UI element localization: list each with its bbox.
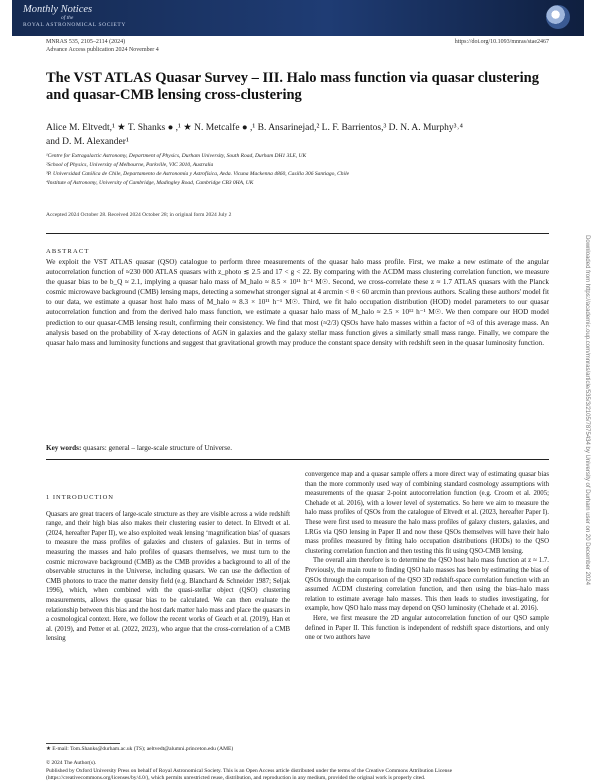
- affiliation-1: ¹Centre for Extragalactic Astronomy, Department of Physics, Durham University, South Road, Durham DH1 3LE, UK: [46, 153, 307, 159]
- divider: [46, 233, 549, 234]
- journal-society: ROYAL ASTRONOMICAL SOCIETY: [23, 22, 126, 28]
- authors-line-2: and D. M. Alexander¹: [46, 137, 129, 147]
- citation: MNRAS 535, 2105–2114 (2024): [46, 39, 126, 45]
- abstract-heading: ABSTRACT: [46, 248, 90, 255]
- download-note: Downloaded from https://academic.oup.com/mnras/article/535/3/2105/7875434 by University of Durham user on 20 December 2024: [584, 235, 590, 585]
- download-watermark: [580, 160, 594, 660]
- section-heading: 1 INTRODUCTION: [46, 494, 114, 501]
- copyright: [46, 760, 549, 783]
- authors-line-1: Alice M. Eltvedt,¹ ★ T. Shanks ● ,¹ ★ N. Metcalfe ● ,¹ B. Ansarinejad,² L. F. Barrientos,³ D. N. A. Murphy³˒⁴: [46, 123, 463, 133]
- affiliations: [46, 152, 546, 188]
- footnote-email: ★ E-mail: Tom.Shanks@durham.ac.uk (TS); aeltvedt@alumni.princeton.edu (AME): [46, 746, 234, 752]
- keywords-label: Key words:: [46, 444, 82, 452]
- paragraph: Here, we first measure the 2D angular autocorrelation function of our QSO sample defined in Paper II. This function is independent of redshift space distortions, and only one or two authors have: [305, 614, 549, 642]
- footnote-rule: [46, 743, 120, 744]
- paragraph: Quasars are great tracers of large-scale structure as they are visible across a wide redshift range, and their high bias also makes their clustering easier to detect. In Eltvedt et al. (2024, hereafter Paper II), we also exploited weak lensing ‘magnification bias’ of quasars to measure the mass profiles of galaxies and clusters of galaxies. But in terms of measuring the masses and halo profiles of quasars themselves, we must turn to the cosmic microwave background (CMB) as the CMB provides a background to all of the observable structures in the Universe, including quasars. We can use the deflection of CMB photons to trace the matter density field (e.g. Blanchard & Schneider 1987; Seljak 1996), which, when combined with the quasi-stellar object (QSO) clustering measurements, allows the quasar bias to be calculated. We can then evaluate the relationship between this bias and the host dark matter halo mass and place the quasars in a cosmological context. Here, we follow the recent works of Geach et al. (2019), Han et al. (2019), and Petter et al. (2022, 2023), who argue that the cross-correlation of a CMB lensing: [46, 510, 290, 643]
- doi-link[interactable]: https://doi.org/10.1093/mnras/stae2467: [454, 39, 549, 45]
- abstract-text: We exploit the VST ATLAS quasar (QSO) catalogue to perform three measurements of the quasar halo mass profile. First, we make a new estimate of the angular autocorrelation function of ≈230 000 ATLAS quasars with z_photo ≲ 2.5 and 17 < g < 22. By comparing with the ΛCDM mass clustering correlation function, we measure the quasar bias to be b_Q ≈ 2.1, implying a quasar halo mass of M_halo ≈ 8.5 × 10¹¹ h⁻¹ M☉. Second, we cross-correlate these z ≈ 1.7 ATLAS quasars with the Planck cosmic microwave background (CMB) lensing maps, detecting a somewhat stronger signal at 4 arcmin < θ < 60 arcmin than previous authors. Scaling these authors' model fit to our data, we estimate a quasar host halo mass of M_halo ≈ 8.3 × 10¹¹ h⁻¹ M☉. Third, we fit halo occupation distribution (HOD) model parameters to our quasar autocorrelation function and from the derived halo mass function, we estimate a quasar halo mass of M_halo ≈ 2.5 × 10¹² h⁻¹ M☉. We then compare our HOD model prediction to our quasar-CMB lensing result, confirming their consistency. We find that most (≈2/3) QSOs have halo masses within a factor of ≈3 of this average mass. An analysis based on the probability of X-ray detections of AGN in galaxies and the galaxy stellar mass function gives a similarly small mass range. Finally, we compare the quasar halo mass and luminosity functions and suggest that gravitational growth may produce the constant space density with redshift seen in the quasar luminosity function.: [46, 258, 549, 347]
- advance-access: Advance Access publication 2024 November 4: [46, 47, 159, 53]
- copyright-line-1: © 2024 The Author(s).: [46, 760, 97, 766]
- paper-title: The VST ATLAS Quasar Survey – III. Halo mass function via quasar clustering and quasar-CMB lensing cross-clustering: [46, 70, 539, 103]
- journal-of: of the: [61, 15, 74, 21]
- affiliation-3: ³P. Universidad Católica de Chile, Departamento de Astronomía y Astrofísica, Avda. Vicuna Mackenna 4860, Casilla 306 Santiago, Chile: [46, 171, 350, 177]
- journal-name: Monthly Notices: [23, 4, 93, 15]
- keywords: [46, 444, 232, 452]
- right-column: [305, 470, 549, 643]
- journal-banner: [12, 0, 584, 36]
- copyright-line-2: Published by Oxford University Press on behalf of Royal Astronomical Society. This is an Open Access article distributed under the terms of the Creative Commons Attribution License (https://creativecommons.org/licenses/by/4.0/), which permits unrestricted reuse, distribution, and reproduction in any medium, provided the original work is properly cited.: [46, 767, 453, 781]
- publication-dates: Accepted 2024 October 28. Received 2024 October 28; in original form 2024 July 2: [46, 212, 232, 218]
- ras-logo-icon: [546, 5, 570, 29]
- affiliation-4: ⁴Institute of Astronomy, University of Cambridge, Madingley Road, Cambridge CB3 0HA, UK: [46, 180, 254, 186]
- paragraph: convergence map and a quasar sample offers a more direct way of estimating quasar bias than the more commonly used way of combining standard cosmology assumptions with measurements of the quasar 2-point autocorrelation function (e.g. Croom et al. 2005; Chehade et al. 2016), with a lower level of systematics. So here we aim to measure the halo mass profiles of QSOs from the catalogue of Eltvedt et al. (2023, hereafter Paper I). These were first used to measure the halo mass profiles of galaxy clusters, galaxies, and LRGs via QSO lensing in Paper II and now these QSOs themselves will have their halo mass profiles measured by fitting halo occupation distributions (HODs) to the QSO clustering correlation function and then testing this fit using QSO-CMB lensing.: [305, 471, 549, 555]
- divider: [46, 459, 549, 460]
- author-list: [46, 121, 566, 149]
- left-column: [46, 493, 290, 644]
- affiliation-2: ²School of Physics, University of Melbourne, Parkville, VIC 3010, Australia: [46, 162, 214, 168]
- paragraph: The overall aim therefore is to determine the QSO host halo mass function at z ≈ 1.7. Previously, the main route to finding QSO halo masses has been by estimating the bias of QSOs through the comparison of the QSO 3D redshift-space correlation function with an assumed ΛCDM clustering correlation function, and then using the bias–halo mass relation to estimate average halo masses. This then leads to studies investigating, for example, how QSO halo mass may depend on QSO luminosity (Chehade et al. 2016).: [305, 557, 549, 613]
- keywords-text: quasars: general – large-scale structure of Universe.: [83, 444, 233, 452]
